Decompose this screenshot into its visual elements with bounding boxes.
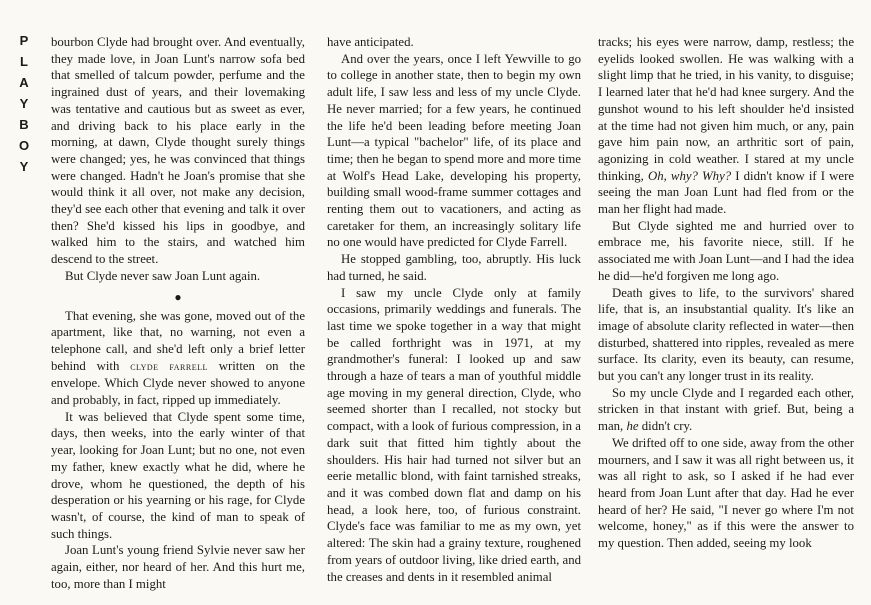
paragraph: have anticipated. (327, 35, 414, 49)
paragraph: And over the years, once I left Yewville to go to college in another state, then to begin my own adult life, I saw less and less of my uncle Clyde. He never married; for a few years, he continued the life he'd been leading before meeting Joan Lunt—a typical "bachelor" life, of its place and time; then he began to spend more and more time at Wolf's Head Lake, developing his property, building small wood-frame summer cottages and renting them out to vacationers, and acting as caretaker for them, an increasingly solitary life no one would have predicted for Clyde Farrell. (327, 51, 581, 250)
paragraph: He stopped gambling, too, abruptly. His luck had turned, he said. (327, 252, 581, 283)
paragraph: We drifted off to one side, away from the other mourners, and I saw it was all right between us, it was all right to ask, so I asked if he had ever heard from Joan Lunt after that day. Had he ever heard of her? He said, "I never go where I'm not welcome, honey," as if this were the answer to my question. Then added, seeing my look (598, 435, 854, 551)
paragraph: I saw my uncle Clyde only at family occasions, primarily weddings and funerals. The last time we spoke together in a way that might be called forthright was in 1971, at my grandmother's funeral: I looked up and saw through a haze of tears a man of youthful middle age moving in my general direction, Clyde, who seemed shorter than I recalled, not stocky but compact, with a look of furious compression, in a dark suit that fitted him tightly about the shoulders. His hair had turned not silver but an eerie metallic blond, with faint tarnished streaks, and it was combed down flat and damp on his head, a look here, too, of furious constraint. Clyde's face was familiar to me as my own, yet altered: The skin had a grainy texture, roughened from years of outdoor living, like dried earth, and the creases and dents in it resembled animal (327, 285, 581, 584)
paragraph: But Clyde never saw Joan Lunt again. (65, 268, 261, 283)
text-run: I didn't know if I were seeing the man Joan Lunt had fled from or the man her flight had made. (598, 168, 854, 217)
section-break-bullet: ● (174, 289, 182, 304)
running-head-letter: L (20, 54, 28, 69)
text-run: So my uncle Clyde and I regarded each other, stricken in that instant with grief. But, being a man, (598, 385, 854, 434)
text-run: tracks; his eyes were narrow, damp, restless; the eyelids looked swollen. He was walking with a slight limp that he tried, in his vanity, to disguise; I learned later that he'd had knee surgery. And the gunshot wound to his left shoulder he'd insisted at the time had not given him much, or any, pain gave him pain now, an arthritic sort of pain, agonizing in cold weather. I stared at my uncle thinking, (598, 35, 854, 183)
paragraph (51, 308, 305, 409)
italic-text: Oh, why? Why? (647, 168, 732, 183)
text-column-1 (51, 34, 305, 605)
text-column-2 (327, 34, 581, 605)
paragraph: It was believed that Clyde spent some time, days, then weeks, into the early winter of that year, looking for Joan Lunt; but no one, not even my father, knew exactly what he did, where he drove, whom he questioned, the depth of his desperation or his yearning or his rage, for Clyde wasn't, of course, the kind of man to speak of such things. (51, 409, 305, 541)
running-head-letter: A (19, 75, 29, 90)
text-run: written on the envelope. Which Clyde never showed to anyone and probably, in fact, ripped up immediately. (51, 358, 305, 408)
small-caps-name: clyde farrell (130, 360, 208, 373)
paragraph: bourbon Clyde had brought over. And eventually, they made love, in Joan Lunt's narrow sofa bed that smelled of talcum powder, perfume and the ingrained dust of years, and their lovemaking was tentative and cautious but as sweet as ever, and driving back to his place early in the morning, at dawn, Clyde thought surely things were changed; yes, he was convinced that things were changed. Hadn't he Joan's promise that she would think it all over, not make any decision, they'd see each other that evening and talk it over then? She'd kissed his lips in goodbye, and walked him to the stairs, and watched him descend to the street. (51, 35, 305, 267)
paragraph (598, 385, 854, 435)
paragraph: Death gives to life, to the survivors' shared life, that is, an insubstantial quality. It's like an image of absolute clarity reflected in water—then disturbed, shattered into ripples, revealed as mere surface. Its clarity, even its beauty, can resume, but you can't any longer trust in its reality. (598, 285, 854, 384)
paragraph: Joan Lunt's young friend Sylvie never saw her again, either, nor heard of her. And this hurt me, too, more than I might (51, 543, 305, 591)
running-head-letter: B (19, 117, 29, 132)
running-head-letter: O (18, 138, 30, 153)
italic-text: he (626, 419, 639, 434)
paragraph: But Clyde sighted me and hurried over to embrace me, his favorite niece, still. If he associated me with Joan Lunt—and I had the idea he did—he'd forgiven me long ago. (598, 218, 854, 283)
paragraph (598, 34, 854, 218)
running-head (14, 30, 34, 177)
text-run: didn't cry. (641, 419, 693, 434)
running-head-letter: Y (19, 96, 29, 111)
text-run: That evening, she was gone, moved out of the apartment, like that, no warning, not even a telephone call, and she'd left only a brief letter behind with (51, 308, 305, 373)
running-head-letter: Y (19, 159, 29, 174)
running-head-letter: P (19, 33, 29, 48)
text-column-3 (598, 34, 854, 605)
